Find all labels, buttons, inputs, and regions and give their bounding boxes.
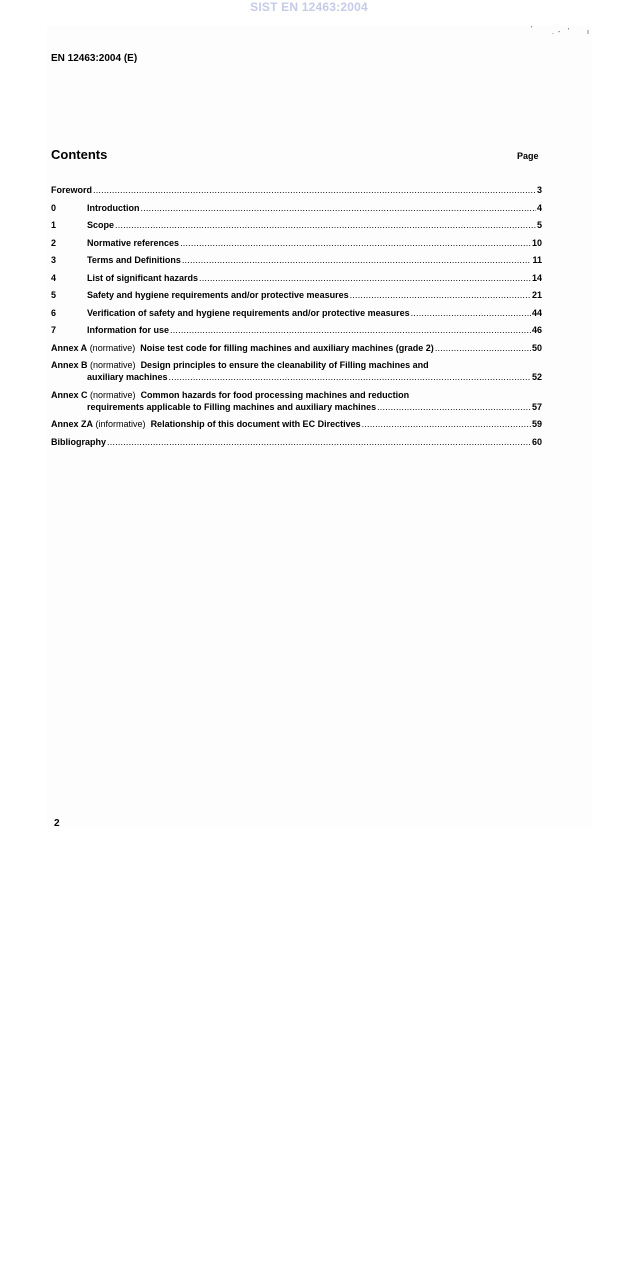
toc-page: 52 (531, 372, 542, 382)
toc-number: 0 (51, 202, 57, 213)
toc-leader (107, 436, 531, 448)
annex-label: Annex C (51, 389, 88, 400)
toc-title: Scope (87, 220, 115, 230)
toc-entry-annex-b[interactable] (51, 359, 542, 383)
toc-leader (182, 254, 532, 266)
toc-title: Foreword (51, 185, 93, 195)
document-id: EN 12463:2004 (E) (51, 53, 138, 64)
toc-leader (93, 184, 536, 196)
annex-kind: (normative) (90, 389, 136, 400)
toc-entry-hazards[interactable] (51, 272, 542, 284)
toc-entry-foreword[interactable] (51, 184, 542, 196)
toc-entry-terms[interactable] (51, 254, 542, 266)
annex-title: Design principles to ensure the cleanability of Filling machines and (140, 360, 429, 370)
toc-number: 4 (51, 272, 57, 283)
toc-page: 21 (531, 290, 542, 300)
toc-page: 10 (531, 237, 542, 248)
toc-entry-safety-requirements[interactable] (51, 289, 542, 301)
annex-label: Annex B (51, 360, 88, 370)
toc-number: 7 (51, 325, 57, 335)
toc-leader (169, 371, 531, 383)
toc-number: 1 (51, 220, 57, 230)
annex-title: Common hazards for food processing machines and reduction (140, 389, 410, 400)
toc-entry-scope[interactable] (51, 219, 542, 231)
toc-leader (350, 289, 531, 301)
toc-entry-normative-references[interactable] (51, 237, 542, 249)
toc-leader (377, 401, 531, 413)
toc-page: 59 (531, 419, 542, 429)
annex-title-continued: auxiliary machines (87, 372, 168, 382)
annex-kind: (normative) (90, 360, 136, 370)
toc-entry-annex-za[interactable] (51, 418, 542, 430)
toc-entry-bibliography[interactable] (51, 436, 542, 448)
toc-title: Normative references (87, 237, 180, 248)
toc-entry-information-for-use[interactable] (51, 324, 542, 336)
toc-entry-annex-c[interactable] (51, 389, 542, 413)
toc-title: Verification of safety and hygiene requirements and/or protective measures (87, 307, 410, 318)
footer-page-number: 2 (54, 818, 60, 829)
annex-kind: (informative) (95, 419, 146, 429)
toc-title: Terms and Definitions (87, 255, 181, 265)
contents-heading: Contents (51, 147, 108, 162)
toc-number: 3 (51, 255, 57, 265)
toc-page: 46 (531, 325, 542, 335)
toc-leader (435, 342, 531, 354)
annex-kind: (normative) (89, 342, 136, 353)
toc-title: Bibliography (51, 436, 107, 447)
toc-leader (141, 202, 536, 214)
toc-title: Introduction (87, 202, 140, 213)
toc-entry-verification[interactable] (51, 307, 542, 319)
annex-label: Annex A (51, 342, 88, 353)
toc-entry-introduction[interactable] (51, 202, 542, 214)
table-of-contents (51, 184, 542, 448)
corner-mark: . (552, 29, 554, 36)
toc-page: 60 (531, 436, 542, 447)
page-column-label: Page (517, 151, 539, 161)
annex-title-continued: requirements applicable to Filling machines and auxiliary machines (87, 401, 377, 412)
annex-label: Annex ZA (51, 419, 94, 429)
toc-page: 5 (536, 220, 542, 230)
toc-title: Information for use (87, 325, 170, 335)
toc-page: 44 (531, 307, 542, 318)
toc-leader (180, 237, 531, 249)
corner-marks (528, 26, 592, 38)
toc-title: Safety and hygiene requirements and/or protective measures (87, 290, 349, 300)
corner-mark: ı (587, 29, 589, 36)
toc-number: 5 (51, 290, 57, 300)
toc-page: 57 (531, 401, 542, 412)
toc-leader (362, 418, 531, 430)
toc-page: 4 (536, 202, 542, 213)
toc-page: 11 (532, 255, 542, 265)
toc-page: 50 (531, 342, 542, 353)
watermark: SIST EN 12463:2004 (250, 0, 368, 14)
corner-mark: ' (531, 26, 533, 33)
toc-leader (170, 324, 531, 336)
toc-page: 3 (536, 185, 542, 195)
corner-mark: - (558, 29, 561, 36)
toc-leader (115, 219, 536, 231)
toc-entry-annex-a[interactable] (51, 342, 542, 354)
toc-leader (411, 307, 531, 319)
toc-leader (199, 272, 531, 284)
annex-title: Relationship of this document with EC Directives (150, 419, 361, 429)
annex-title: Noise test code for filling machines and auxiliary machines (grade 2) (140, 342, 434, 353)
toc-number: 2 (51, 237, 57, 248)
corner-mark: ' (568, 28, 570, 35)
toc-title: List of significant hazards (87, 272, 199, 283)
toc-number: 6 (51, 307, 57, 318)
toc-page: 14 (531, 272, 542, 283)
